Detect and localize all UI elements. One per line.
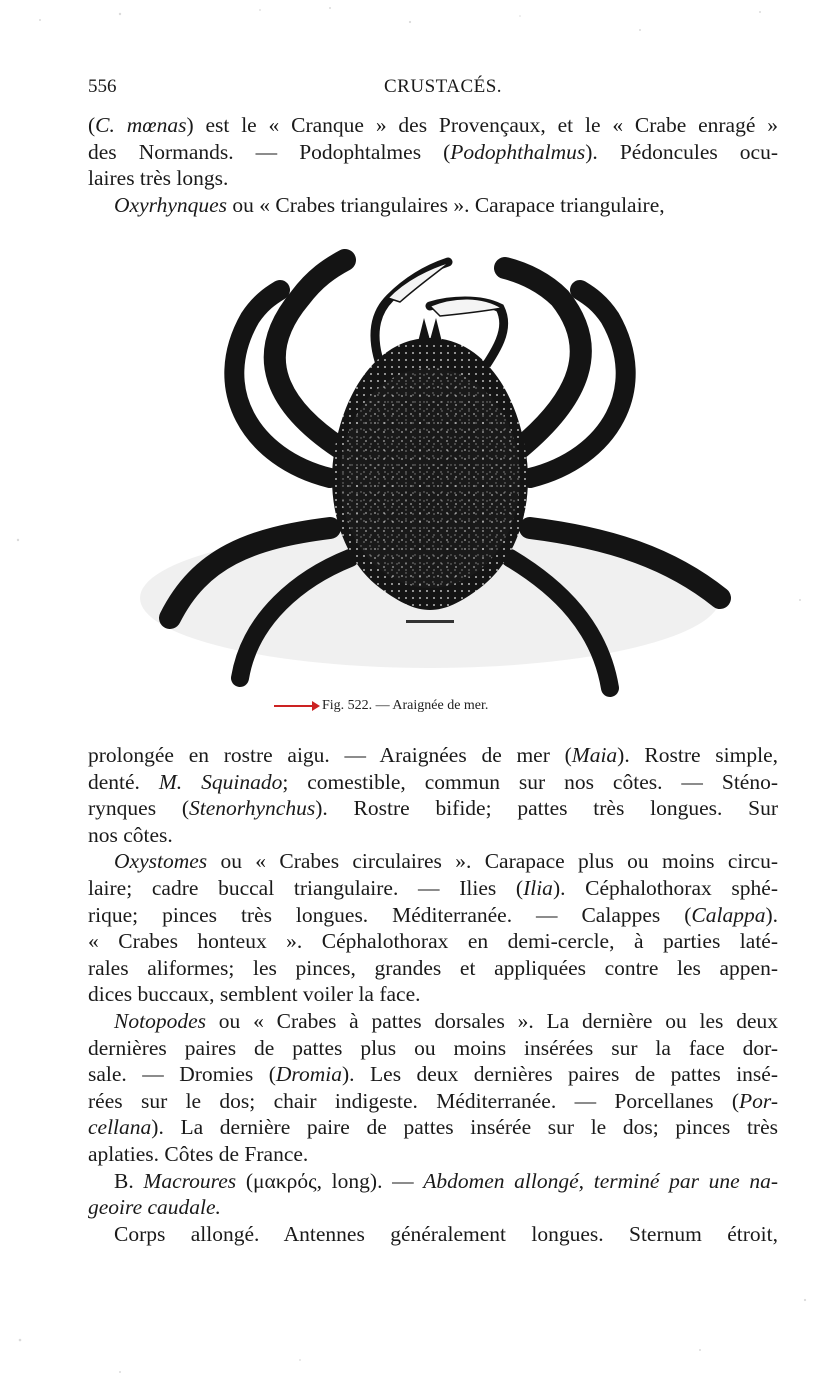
text-line <box>88 1035 778 1062</box>
text-line <box>88 902 778 929</box>
italic-text-run: Notopodes <box>114 1008 206 1033</box>
text-run: ). Rostre simple, <box>617 743 779 767</box>
text-run: ) est le « Cranque » des Provençaux, et le « Crabe enragé » <box>186 113 778 137</box>
text-run: ). <box>765 902 778 927</box>
text-run: ou « Crabes triangulaires ». Carapace triangulaire, <box>227 192 665 217</box>
page-number: 556 <box>88 76 117 97</box>
text-run: rées sur le dos; chair indigeste. Méditerranée. — Porcellanes ( <box>88 1088 740 1113</box>
text-line <box>88 1168 778 1195</box>
text-line <box>88 1221 778 1248</box>
italic-text-run: Dromia <box>275 1062 343 1087</box>
caption-text: Fig. 522. — Araignée de mer. <box>322 698 489 713</box>
italic-text-run: Oxystomes <box>114 849 208 874</box>
italic-text-run: Ilia <box>523 875 553 900</box>
text-line <box>88 955 778 982</box>
text-run: aplaties. Côtes de France. <box>88 1141 309 1166</box>
italic-text-run: M. Squinado <box>158 769 283 794</box>
text-line <box>88 165 778 192</box>
text-line <box>88 822 778 849</box>
text-run: ). Rostre bifide; pattes très longues. Sur <box>315 796 779 821</box>
text-run: ou « Crabes à pattes dorsales ». La dernière ou les deux <box>205 1008 778 1033</box>
text-line <box>88 192 778 219</box>
text-run: ). Céphalothorax sphé- <box>552 875 778 900</box>
text-line <box>88 981 778 1008</box>
italic-text-run: Calappa <box>691 902 766 927</box>
text-run: denté. <box>88 769 159 794</box>
text-line <box>88 848 778 875</box>
text-line <box>88 769 778 796</box>
text-run: sale. — Dromies ( <box>88 1062 276 1087</box>
text-run: ). La dernière paire de pattes insérée sur le dos; pinces très <box>151 1115 778 1140</box>
text-run: ; comestible, commun sur nos côtes. — Sténo- <box>282 769 778 794</box>
italic-text-run: Oxyrhynques <box>114 192 228 217</box>
spider-crab-illustration <box>130 238 770 698</box>
text-run: (μακρός, long). — <box>236 1168 424 1193</box>
text-line <box>88 1141 778 1168</box>
text-line <box>88 875 778 902</box>
text-run: prolongée en rostre aigu. — Araignées de mer ( <box>88 743 572 767</box>
text-run: des Normands. — Podophtalmes ( <box>88 139 451 164</box>
text-run: « Crabes honteux ». Céphalothorax en demi-cercle, à parties laté- <box>88 929 778 954</box>
text-run: rynques ( <box>88 796 190 821</box>
text-run: nos côtes. <box>88 822 173 847</box>
text-line <box>88 1114 778 1141</box>
italic-text-run: Maia <box>571 743 618 767</box>
italic-text-run: cellana <box>88 1115 152 1140</box>
text-run: laire; cadre buccal triangulaire. — Ilies ( <box>88 875 524 900</box>
italic-text-run: Podophthalmus <box>450 139 586 164</box>
text-run: rique; pinces très longues. Méditerranée. — Calappes ( <box>88 902 692 927</box>
text-before-figure <box>88 112 778 218</box>
italic-text-run: Por- <box>739 1088 778 1113</box>
text-line <box>88 1008 778 1035</box>
text-run: ). Les deux dernières paires de pattes insé- <box>342 1062 778 1087</box>
italic-text-run: Abdomen allongé, terminé par une na- <box>423 1168 778 1193</box>
text-run: ). Pédoncules ocu- <box>585 139 778 164</box>
text-line <box>88 112 778 139</box>
text-line <box>88 1088 778 1115</box>
text-run: dices buccaux, semblent voiler la face. <box>88 982 421 1007</box>
italic-text-run: C. mœnas <box>95 113 187 137</box>
figure-caption <box>274 698 574 718</box>
italic-text-run: Stenorhynchus <box>189 796 316 821</box>
text-run: ( <box>88 113 96 137</box>
italic-text-run: geoire caudale. <box>88 1195 221 1220</box>
text-run: Corps allongé. Antennes généralement longues. Sternum étroit, <box>114 1221 778 1246</box>
running-title: CRUSTACÉS. <box>384 76 503 97</box>
text-line <box>88 139 778 166</box>
text-line <box>88 928 778 955</box>
text-run: B. <box>114 1168 144 1193</box>
text-line <box>88 742 778 769</box>
page-header <box>88 76 778 100</box>
text-line <box>88 1061 778 1088</box>
text-line <box>88 1194 778 1221</box>
text-after-figure <box>88 742 778 1247</box>
text-run: dernières paires de pattes plus ou moins insérées sur la face dor- <box>88 1035 778 1060</box>
text-run: rales aliformes; les pinces, grandes et appliquées contre les appen- <box>88 955 778 980</box>
text-run: laires très longs. <box>88 166 229 191</box>
italic-text-run: Macroures <box>143 1168 237 1193</box>
text-run: ou « Crabes circulaires ». Carapace plus ou moins circu- <box>207 849 778 874</box>
caption-arrow-icon <box>274 705 314 707</box>
text-line <box>88 795 778 822</box>
